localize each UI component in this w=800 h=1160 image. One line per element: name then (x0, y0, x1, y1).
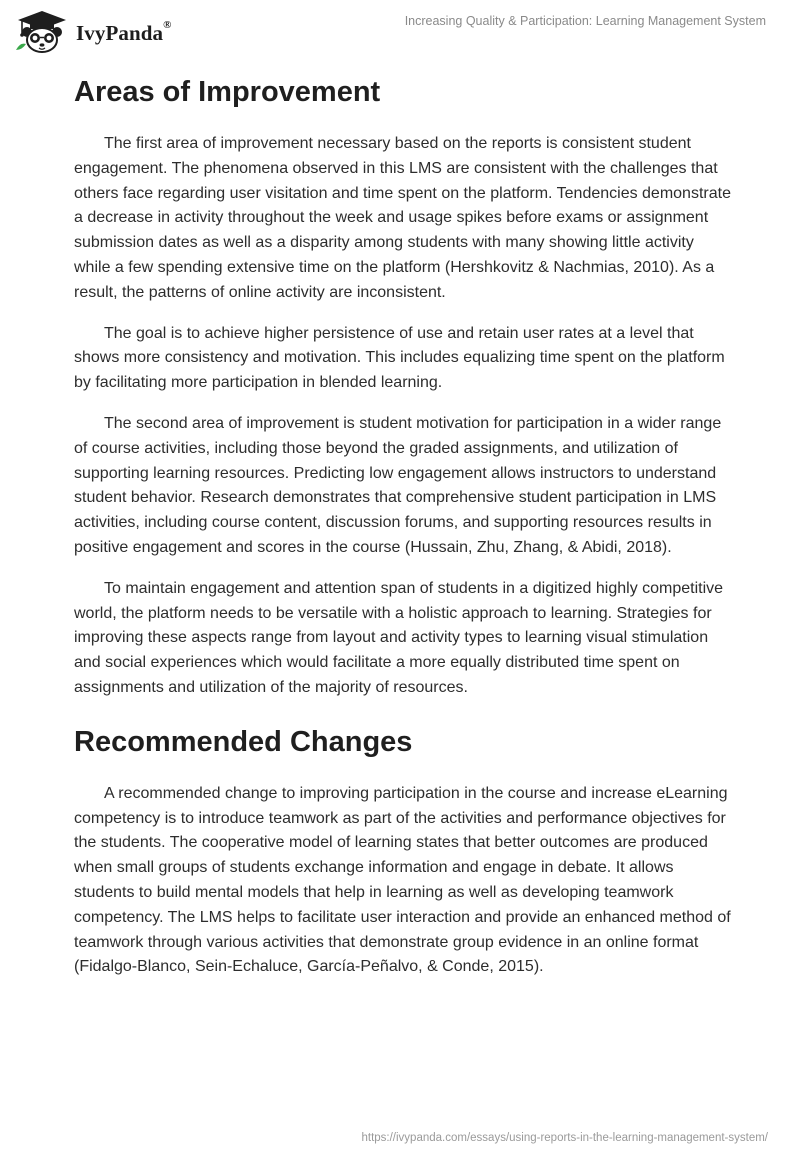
ivypanda-logo[interactable] (14, 10, 214, 54)
essay-body (74, 70, 734, 980)
brand-name: IvyPanda® (76, 19, 172, 45)
page-header (0, 0, 800, 60)
paragraph: The goal is to achieve higher persistence of use and retain user rates at a level that shows more consistency and motivation. This includes equalizing time spent on the platform by facilitating more participation in blended learning. (74, 324, 725, 392)
panda-graduate-icon (14, 10, 70, 54)
section-heading-recommended-changes: Recommended Changes (74, 725, 413, 758)
document-title: Increasing Quality & Participation: Learning Management System (404, 14, 766, 28)
paragraph: A recommended change to improving participation in the course and increase eLearning competency is to introduce teamwork as part of the activities and performance objectives for the students. The cooperative model of learning states that better outcomes are produced when small groups of students exchange information and engage in debate. It allows students to build mental models that help in learning as well as developing teamwork competency. The LMS helps to facilitate user interaction and provide an enhanced method of teamwork through various activities that demonstrate group evidence in an online format (Fidalgo-Blanco, Sein-Echaluce, García-Peñalvo, & Conde, 2015). (74, 784, 731, 976)
section-heading-areas-of-improvement: Areas of Improvement (74, 76, 381, 108)
paragraph: The second area of improvement is student motivation for participation in a wider range of course activities, including those beyond the graded assignments, and utilization of supporting learning resources. Predicting low engagement allows instructors to understand student behavior. Research demonstrates that comprehensive student participation in LMS activities, including course content, discussion forums, and supporting resources results in positive engagement and scores in the course (Hussain, Zhu, Zhang, & Abidi, 2018). (74, 414, 722, 556)
paragraph: To maintain engagement and attention span of students in a digitized highly competitive world, the platform needs to be versatile with a holistic approach to learning. Strategies for improving these aspects range from layout and activity types to learning visual stimulation and social experiences which would facilitate a more equally distributed time spent on assignments and utilization of the majority of resources. (74, 579, 724, 696)
paragraph: The first area of improvement necessary based on the reports is consistent student engagement. The phenomena observed in this LMS are consistent with the challenges that others face regarding user visitation and time spent on the platform. Tendencies demonstrate a decrease in activity throughout the week and usage spikes before exams or assignment submission dates as well as a disparity among students with many showing little activity while a few spending extensive time on the platform (Hershkovitz & Nachmias, 2010). As a result, the patterns of online activity are inconsistent. (74, 135, 731, 301)
source-url-link[interactable]: https://ivypanda.com/essays/using-reports-in-the-learning-management-system/ (361, 1132, 768, 1144)
